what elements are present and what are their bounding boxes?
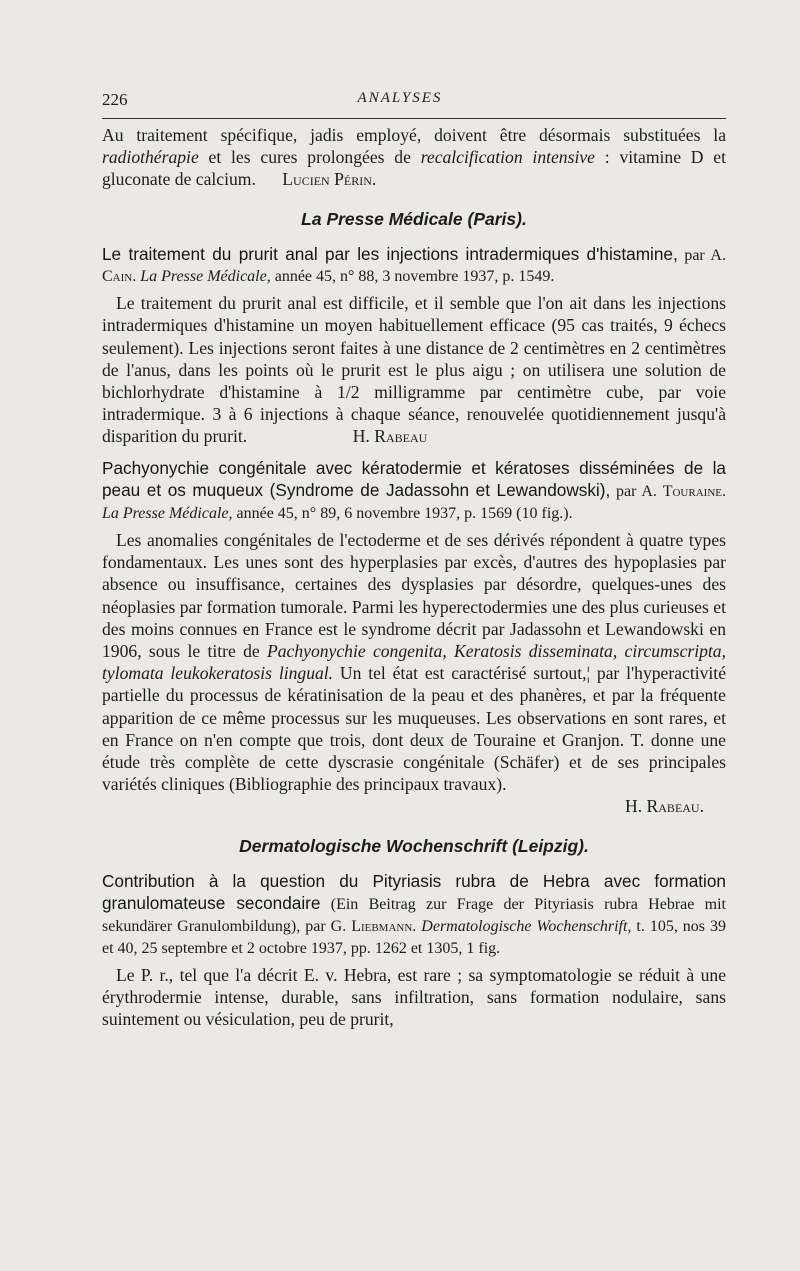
article-body: Le P. r., tel que l'a décrit E. v. Hebra, est rare ; sa symptomatologie se réduit à une érythrodermie intense, durable, sans infiltration, sans formation nodulaire, sans suintement ou vésiculation, peu de prurit, (102, 964, 726, 1030)
article-body: Les anomalies congénitales de l'ectoderme et de ses dérivés répondent à quatre types fondamentaux. Les unes sont des hyperplasies par excès, d'autres des hypoplasies par absence ou insuffisance, certaines des dysplasies par désordre, quelques-unes des néoplasies par formation tumorale. Parmi les hyperectodermies une des plus curieuses et des moins connues en France est le syndrome décrit par Jadassohn et Lewandowski en 1906, sous le titre de Pachyonychie congenita, Keratosis disseminata, circumscripta, tylomata leukokeratosis lingual. Un tel état est caractérisé surtout,¦ par l'hyperactivité partielle du processus de kératinisation de la peau et des phanères, et par la fréquente apparition de ce même processus sur les muqueuses. Les observations en sont rares, et en France on n'en compte que trois, dont deux de Touraine et Granjon. T. donne une étude très complète de cette dyscrasie congénitale (Schäfer) et de ses principales variétés cliniques (Bibliographie des principaux travaux). (102, 530, 727, 795)
article-citation: Contribution à la question du Pityriasis rubra de Hebra avec formation granulomateuse secondaire (Ein Beitrag zur Frage der Pityriasis rubra Hebrae mit sekundärer Granulombildung), par G. Liebmann. Dermatologische Wochenschrift, t. 105, nos 39 et 40, 25 septembre et 2 octobre 1937, pp. 1262 et 1305, 1 fig. (102, 870, 727, 958)
document-body (102, 124, 726, 1030)
author: Liebmann. (351, 918, 417, 936)
intro-paragraph: Au traitement spécifique, jadis employé, doivent être désormais substituées la radiothérapie et les cures prolongées de recalcification intensive : vitamine D et gluconate de calcium. Lucien Périn. (102, 125, 726, 190)
signature: H. Rabeau (352, 426, 428, 447)
article-body: Le traitement du prurit anal est difficile, et il semble que l'on ait dans les injections intradermiques d'histamine un moyen habituellement efficace (95 cas traités, 9 échecs seulement). Les injections seront faites à une distance de 2 centimètres en 2 centimètres de l'anus, dans les points où le prurit est le plus aigu ; on utilisera une solution de bichlorhydrate d'histamine à 1/2 milligramme par centimètre cube, par voie intradermique. 3 à 6 injections à chaque séance, renouvelée quotidiennement jusqu'à disparition du prurit. H. Rabeau (102, 293, 726, 447)
article-title: Contribution à la question du Pityriasis rubra de Hebra avec formation granulomateuse secondaire (102, 870, 726, 914)
page-header (0, 90, 800, 114)
signature-line (102, 795, 726, 817)
header-rule (102, 118, 726, 119)
article-title: Le traitement du prurit anal par les injections intradermiques d'histamine, (102, 243, 678, 264)
journal-heading: La Presse Médicale (Paris). (301, 208, 527, 229)
author: Cain. (102, 268, 137, 286)
signature: Lucien Périn. (282, 169, 377, 190)
journal-heading: Dermatologische Wochenschrift (Leipzig). (239, 835, 589, 856)
signature: H. Rabeau. (625, 796, 704, 817)
running-head: ANALYSES (357, 90, 443, 106)
author: Touraine. (662, 483, 726, 501)
page-number: 226 (102, 90, 128, 109)
article-citation: Le traitement du prurit anal par les injections intradermiques d'histamine, par A. Cain. La Presse Médicale, année 45, n° 88, 3 novembre 1937, p. 1549. (102, 243, 726, 286)
article-citation: Pachyonychie congénitale avec kératodermie et kératoses disséminées de la peau et os muqueux (Syndrome de Jadassohn et Lewandowski), par A. Touraine. La Presse Médicale, année 45, n° 89, 6 novembre 1937, p. 1569 (10 fig.). (102, 457, 726, 523)
article-title: Pachyonychie congénitale avec kératodermie et kératoses disséminées de la peau et os muqueux (Syndrome de Jadassohn et Lewandowski), (102, 457, 726, 501)
